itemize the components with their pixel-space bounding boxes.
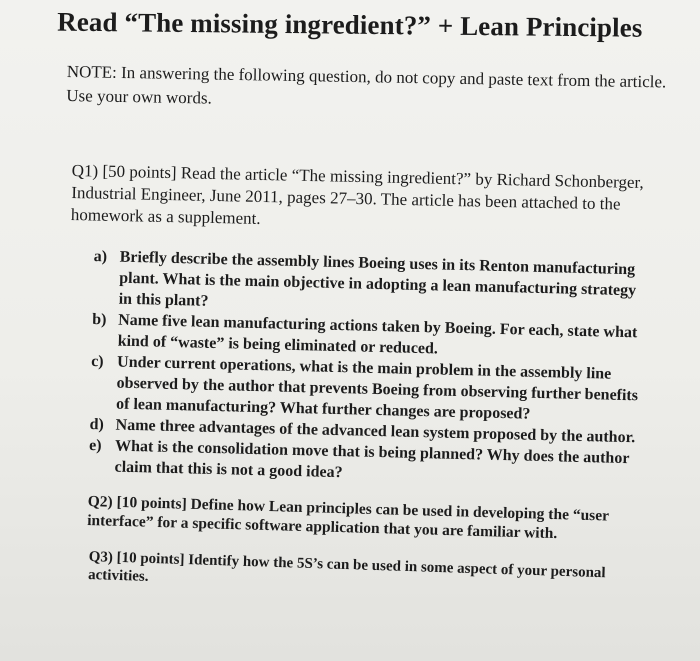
subquestion-marker: a) (93, 247, 108, 266)
subquestion-marker: e) (88, 436, 102, 455)
subquestion-text: What is the consolidation move that is being planned? Why does the author claim that this is not a good idea? (114, 437, 630, 482)
subquestion-marker: b) (91, 310, 107, 329)
subquestion-marker: d) (89, 415, 105, 434)
question-1 (71, 160, 660, 238)
subquestion-marker: c) (90, 352, 104, 371)
question-1-text: Q1) [50 points] Read the article “The missing ingredient?” by Richard Schonberger, Industrial Engineer, June 2011, pages 27–30. The article has been attached to the homework as a supplement. (70, 160, 644, 228)
instruction-note (66, 60, 667, 118)
subquestion-text: Name three advantages of the advanced lean system proposed by the author. (115, 416, 636, 447)
subquestion-text: Under current operations, what is the main problem in the assembly line observed by the author that prevents Boeing from observing further benefits of lean manufacturing? What further changes are proposed? (115, 353, 639, 423)
question-3: Q3) [10 points] Identify how the 5S’s can be used in some aspect of your personal activities. (87, 548, 606, 585)
subquestion-text: Name five lean manufacturing actions taken by Boeing. For each, state what kind of “waste” is being eliminated or reduced. (117, 311, 638, 358)
instruction-note-text: NOTE: In answering the following question, do not copy and paste text from the article. Use your own words. (66, 61, 667, 108)
subquestion-text: Briefly describe the assembly lines Boeing uses in its Renton manufacturing plant. What is the main objective in adopting a lean manufacturing strategy in this plant? (118, 248, 637, 310)
question-2: Q2) [10 points] Define how Lean principles can be used in developing the “user interface” for a specific software application that you are familiar with. (86, 492, 609, 543)
question-1-subquestions (88, 246, 653, 491)
page-title: Read “The missing ingredient?” + Lean Principles (57, 6, 643, 43)
